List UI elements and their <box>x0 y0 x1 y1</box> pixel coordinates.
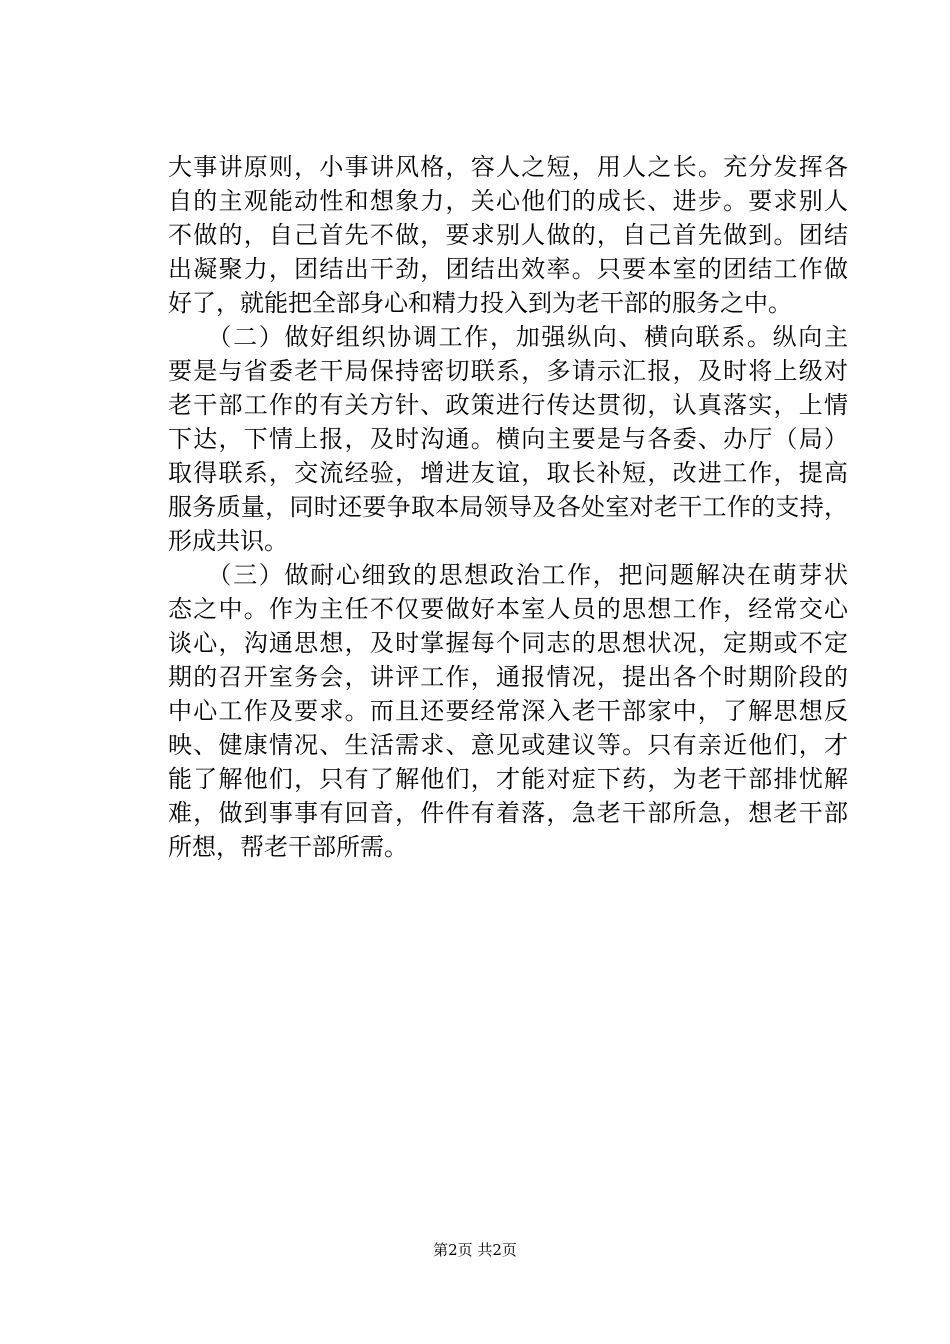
text-line: 服务质量，同时还要争取本局领导及各处室对老干工作的支持， <box>168 493 848 521</box>
text-line: 能了解他们，只有了解他们，才能对症下药，为老干部排忧解 <box>168 765 848 793</box>
text-line: 所想，帮老干部所需。 <box>168 833 408 861</box>
document-body <box>168 150 848 864</box>
text-line: 谈心，沟通思想，及时掌握每个同志的思想状况，定期或不定 <box>168 629 848 657</box>
text-line: 难，做到事事有回音，件件有着落，急老干部所急，想老干部 <box>168 799 848 827</box>
text-line: 映、健康情况、生活需求、意见或建议等。只有亲近他们，才 <box>168 731 848 759</box>
text-line: 取得联系，交流经验，增进友谊，取长补短，改进工作，提高 <box>168 459 848 487</box>
text-line: 出凝聚力，团结出干劲，团结出效率。只要本室的团结工作做 <box>168 255 848 283</box>
text-line: 下达，下情上报，及时沟通。横向主要是与各委、办厅（局） <box>168 425 848 453</box>
text-line: 不做的，自己首先不做，要求别人做的，自己首先做到。团结 <box>168 221 848 249</box>
text-line: 自的主观能动性和想象力，关心他们的成长、进步。要求别人 <box>168 187 848 215</box>
text-line: 老干部工作的有关方针、政策进行传达贯彻，认真落实，上情 <box>168 391 848 419</box>
text-line: 好了，就能把全部身心和精力投入到为老干部的服务之中。 <box>168 289 792 317</box>
text-line: 要是与省委老干局保持密切联系，多请示汇报，及时将上级对 <box>168 357 848 385</box>
text-line: 态之中。作为主任不仅要做好本室人员的思想工作，经常交心 <box>168 595 848 623</box>
text-line: 形成共识。 <box>168 527 288 555</box>
text-line: （三）做耐心细致的思想政治工作，把问题解决在萌芽状 <box>168 561 848 589</box>
text-line: 大事讲原则，小事讲风格，容人之短，用人之长。充分发挥各 <box>168 153 848 181</box>
text-line: （二）做好组织协调工作，加强纵向、横向联系。纵向主 <box>168 323 848 351</box>
page-footer: 第2页 共2页 <box>433 1241 517 1259</box>
text-line: 中心工作及要求。而且还要经常深入老干部家中，了解思想反 <box>168 697 848 725</box>
text-line: 期的召开室务会，讲评工作，通报情况，提出各个时期阶段的 <box>168 663 848 691</box>
